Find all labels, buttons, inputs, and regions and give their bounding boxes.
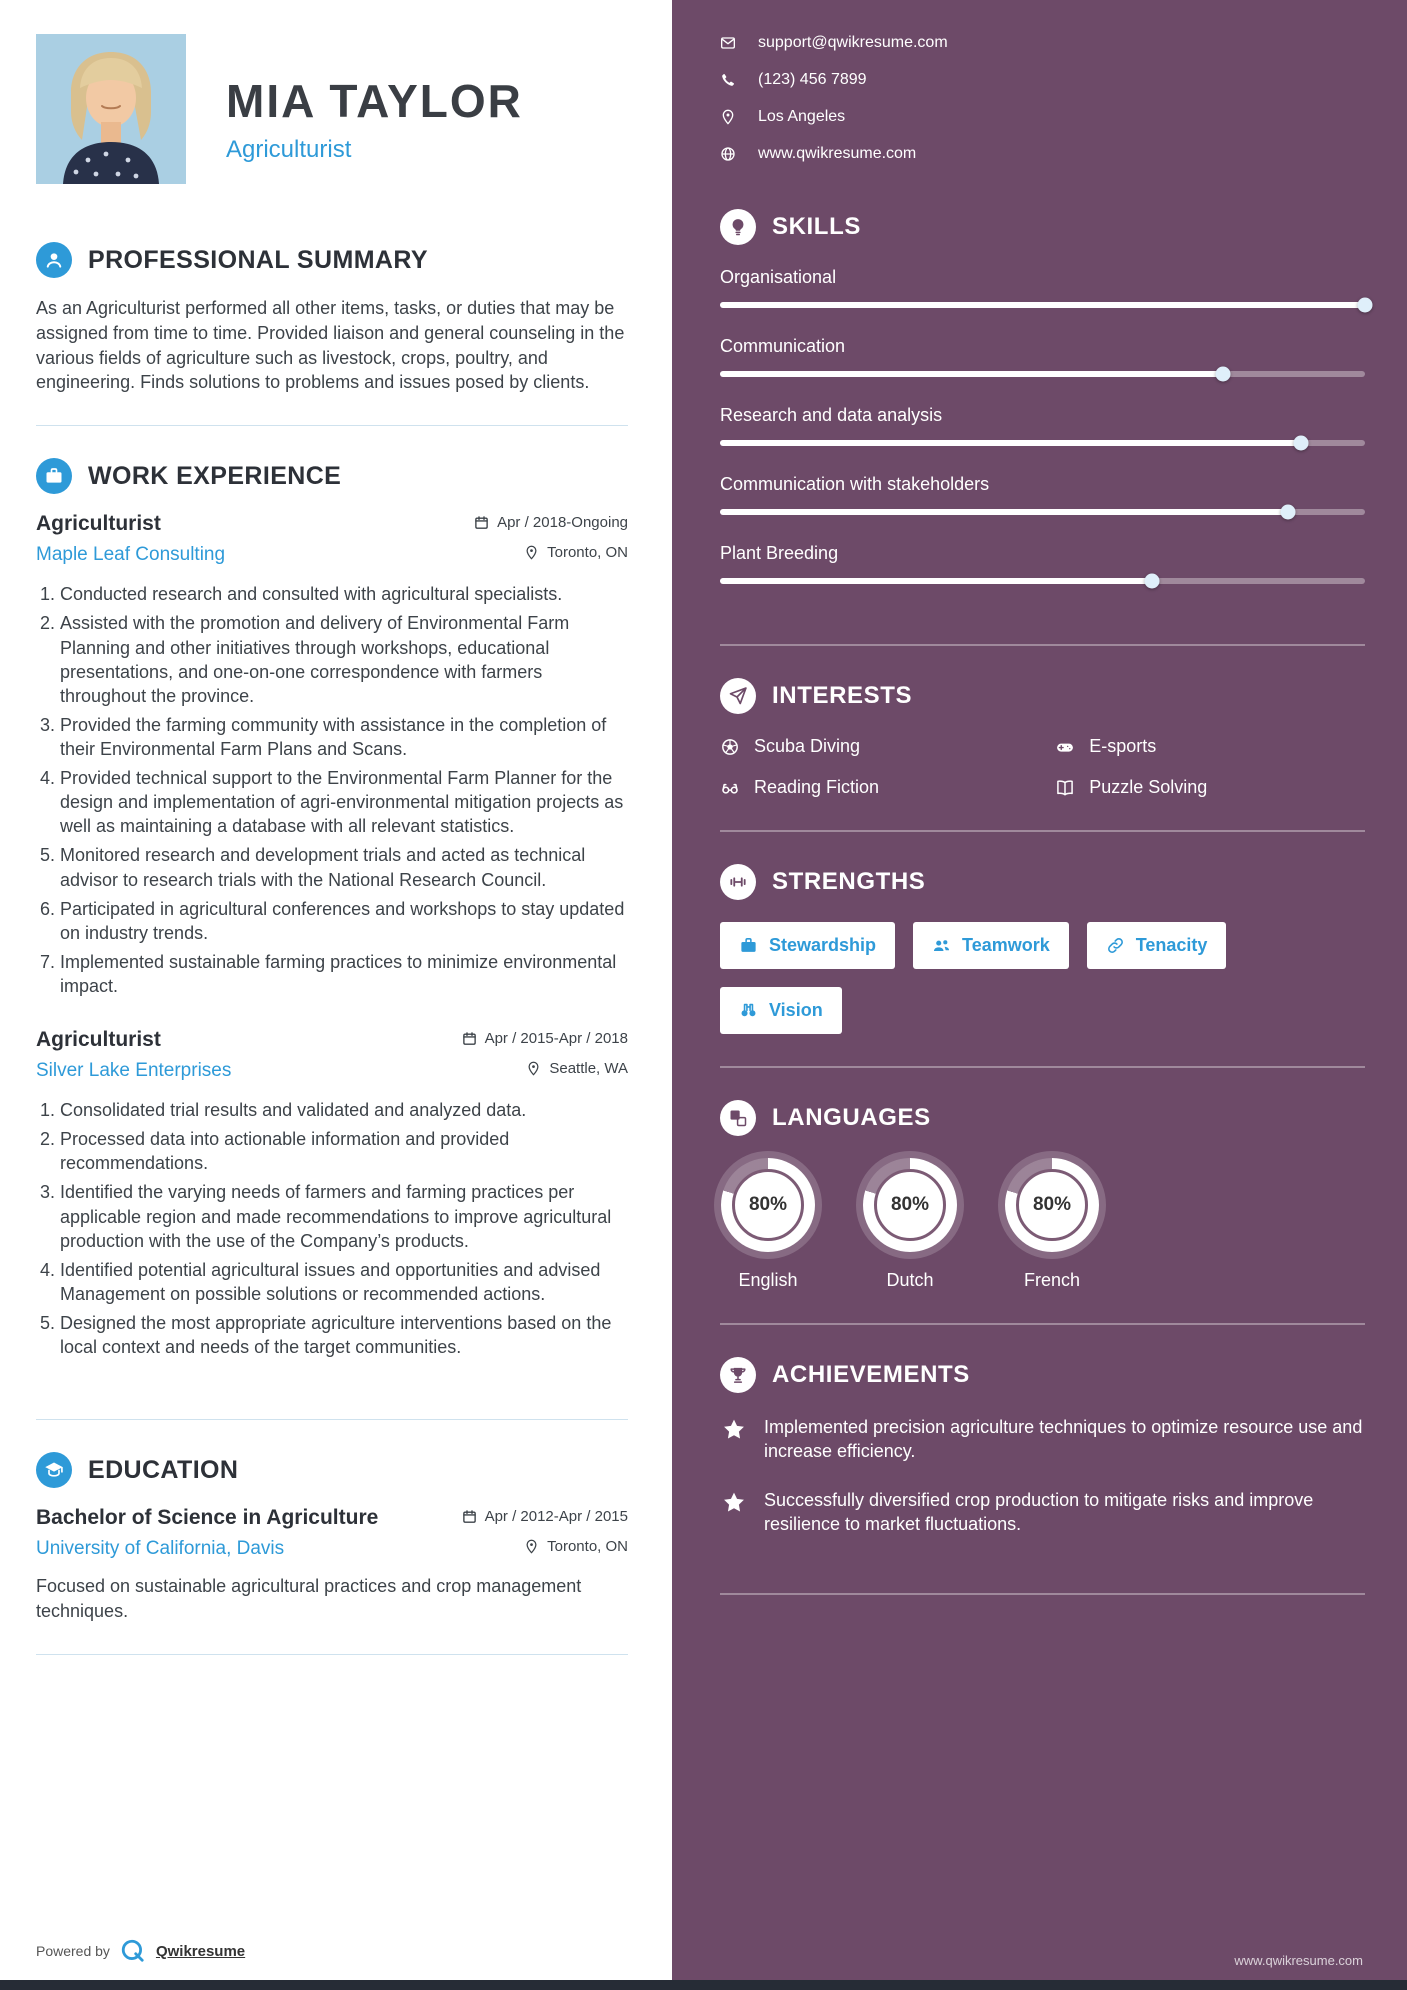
skill-knob[interactable] <box>1293 436 1308 451</box>
job-list <box>36 512 628 1359</box>
skill-bar[interactable] <box>720 440 1365 446</box>
sidebar <box>672 0 1407 1990</box>
divider <box>720 1323 1365 1325</box>
work-heading: WORK EXPERIENCE <box>88 461 342 490</box>
interest-item <box>720 777 1045 798</box>
skills-list <box>720 267 1365 584</box>
interests-heading: INTERESTS <box>772 682 913 709</box>
strengths-section <box>720 864 1365 1034</box>
language-name: English <box>738 1270 798 1290</box>
summary-text: As an Agriculturist performed all other items, tasks, or duties that may be assigned from time to time. Provided liaison and general counseling in the various fields of agriculture such as livestock, crops, poultry, and engineering. Finds solutions to problems and issues posed by clients. <box>36 298 625 393</box>
achievements-heading: ACHIEVEMENTS <box>772 1361 970 1388</box>
job-bullet: 1. Conducted research and consulted with agricultural specialists. <box>60 582 628 606</box>
job-company: Silver Lake Enterprises <box>36 1060 232 1082</box>
interests-list <box>720 736 1365 798</box>
summary-heading: PROFESSIONAL SUMMARY <box>88 245 428 274</box>
strength-chip <box>913 922 1069 969</box>
skill-item <box>720 267 1365 308</box>
job-bullet: 4. Provided technical support to the Environmental Farm Planner for the design and implementation of agri-environmental mitigation projects as well as maintaining a database with all relevant statistics. <box>60 766 628 838</box>
portrait-illustration <box>36 34 186 184</box>
book-icon <box>1055 778 1075 798</box>
pin-icon <box>526 1061 541 1076</box>
job-dates <box>474 514 628 531</box>
glasses-icon <box>720 778 740 798</box>
job-title: Agriculturist <box>36 1028 161 1052</box>
contact-item[interactable] <box>720 108 1365 126</box>
ball-icon <box>720 737 740 757</box>
contact-item[interactable] <box>720 34 1365 52</box>
contact-text: Los Angeles <box>758 108 846 125</box>
language-percent: 80% <box>1016 1169 1088 1241</box>
strength-label: Teamwork <box>962 935 1050 955</box>
skills-heading-row <box>720 209 1365 245</box>
achievements-section <box>720 1357 1365 1561</box>
skill-item <box>720 474 1365 515</box>
skill-bar[interactable] <box>720 371 1365 377</box>
qwikresume-link[interactable]: Qwikresume <box>155 1942 246 1960</box>
skill-label: Plant Breeding <box>720 543 839 563</box>
strength-label: Stewardship <box>769 935 877 955</box>
skill-item <box>720 543 1365 584</box>
pin-icon <box>524 545 539 560</box>
skill-bar-fill <box>720 440 1301 446</box>
link-icon <box>1106 936 1125 955</box>
svg-text:A: A <box>732 1111 738 1120</box>
job-company: Maple Leaf Consulting <box>36 544 226 566</box>
star-icon <box>720 1417 748 1445</box>
briefcase-icon <box>739 936 758 955</box>
skill-bar-fill <box>720 371 1223 377</box>
divider <box>720 1593 1365 1595</box>
education-location-text: Toronto, ON <box>547 1538 628 1556</box>
education-section <box>36 1428 628 1624</box>
briefcase-icon <box>36 458 72 494</box>
interest-label: Reading Fiction <box>754 777 880 797</box>
skills-section <box>720 209 1365 612</box>
skill-knob[interactable] <box>1145 574 1160 589</box>
achievement-text: Implemented precision agriculture techniques to optimize resource use and increase efficiency. <box>764 1417 1363 1462</box>
contact-text: www.qwikresume.com <box>758 145 917 162</box>
page-edge <box>0 1980 1407 1990</box>
skill-item <box>720 405 1365 446</box>
divider <box>36 1419 628 1420</box>
job-dates <box>462 1030 628 1047</box>
language-item <box>720 1158 816 1291</box>
divider <box>720 1066 1365 1068</box>
achievement-text: Successfully diversified crop production to mitigate risks and improve resilience to market fluctuations. <box>764 1489 1314 1535</box>
interest-item <box>1055 777 1365 798</box>
strengths-list <box>720 922 1365 1034</box>
skill-label: Research and data analysis <box>720 405 943 425</box>
website-watermark[interactable]: www.qwikresume.com <box>1234 1953 1363 1968</box>
divider <box>720 644 1365 646</box>
language-percent: 80% <box>732 1169 804 1241</box>
language-item <box>1004 1158 1100 1291</box>
education-heading: EDUCATION <box>88 1455 239 1484</box>
powered-by-label: Powered by <box>36 1943 110 1959</box>
education-description: Focused on sustainable agricultural practices and crop management techniques. <box>36 1576 582 1621</box>
skill-bar[interactable] <box>720 509 1365 515</box>
education-entry <box>36 1506 628 1624</box>
language-gauge <box>1005 1158 1099 1252</box>
job-title: Agriculturist <box>36 512 161 536</box>
summary-heading-row <box>36 242 628 278</box>
profile-photo <box>36 34 186 184</box>
strength-icon <box>720 864 756 900</box>
contact-item[interactable] <box>720 145 1365 163</box>
identity <box>226 34 523 184</box>
translate-icon <box>720 1100 756 1136</box>
user-icon <box>36 242 72 278</box>
job-location <box>526 1060 628 1077</box>
skill-knob[interactable] <box>1280 505 1295 520</box>
job-bullet: 2. Processed data into actionable information and provided recommendations. <box>60 1127 628 1175</box>
skill-label: Communication <box>720 336 846 356</box>
interest-label: Scuba Diving <box>754 736 861 756</box>
skill-bar[interactable] <box>720 578 1365 584</box>
gamepad-icon <box>1055 737 1075 757</box>
person-title: Agriculturist <box>226 136 352 163</box>
interests-heading-row <box>720 678 1365 714</box>
job-entry <box>36 512 628 998</box>
skill-item <box>720 336 1365 377</box>
skill-bar-fill <box>720 302 1365 308</box>
strengths-heading: STRENGTHS <box>772 868 926 895</box>
job-bullet: 3. Identified the varying needs of farmers and farming practices per applicable region and made recommendations to improve agricultural production with the use of the Company’s products. <box>60 1180 628 1252</box>
work-section <box>36 434 628 1389</box>
interest-item <box>720 736 1045 757</box>
language-name: Dutch <box>886 1270 934 1290</box>
contact-item[interactable] <box>720 71 1365 89</box>
footer-brand <box>36 1888 628 1964</box>
achievement-item <box>720 1488 1365 1537</box>
job-bullets <box>36 1098 628 1359</box>
job-entry <box>36 1028 628 1359</box>
contact-block <box>720 34 1365 163</box>
strength-label: Vision <box>769 1000 823 1020</box>
language-gauge <box>721 1158 815 1252</box>
language-percent: 80% <box>874 1169 946 1241</box>
calendar-icon <box>474 515 489 530</box>
strength-chip <box>720 987 842 1034</box>
pin-icon <box>524 1539 539 1554</box>
achievements-list <box>720 1415 1365 1537</box>
paper-plane-icon <box>720 678 756 714</box>
languages-section <box>720 1100 1365 1291</box>
divider <box>720 830 1365 832</box>
languages-heading: LANGUAGES <box>772 1104 931 1131</box>
contact-text: support@qwikresume.com <box>758 34 948 51</box>
qwikresume-logo <box>120 1938 146 1964</box>
job-bullet: 7. Implemented sustainable farming practices to minimize environmental impact. <box>60 950 628 998</box>
skills-heading: SKILLS <box>772 213 861 240</box>
job-location <box>524 544 628 561</box>
summary-section <box>36 218 628 395</box>
star-icon <box>720 1490 748 1518</box>
job-bullets <box>36 582 628 998</box>
binoculars-icon <box>739 1001 758 1020</box>
contact-text: (123) 456 7899 <box>758 71 867 88</box>
school-name: University of California, Davis <box>36 1538 285 1560</box>
education-dates-text: Apr / 2012-Apr / 2015 <box>484 1508 628 1526</box>
header <box>36 34 628 184</box>
person-name: MIA TAYLOR <box>226 75 523 127</box>
trophy-icon <box>720 1357 756 1393</box>
job-location-text: Seattle, WA <box>549 1060 628 1078</box>
skill-knob[interactable] <box>1216 367 1231 382</box>
job-bullet: 4. Identified potential agricultural issues and opportunities and advised Management on possible solutions or recommended actions. <box>60 1258 628 1306</box>
job-bullet: 5. Designed the most appropriate agriculture interventions based on the local context and needs of the target communities. <box>60 1311 628 1359</box>
work-heading-row <box>36 458 628 494</box>
language-item <box>862 1158 958 1291</box>
language-name: French <box>1023 1270 1081 1290</box>
skill-label: Communication with stakeholders <box>720 474 990 494</box>
pin-icon <box>720 109 736 125</box>
language-gauge <box>863 1158 957 1252</box>
interest-item <box>1055 736 1365 757</box>
education-heading-row <box>36 1452 628 1488</box>
achievement-item <box>720 1415 1365 1464</box>
languages-list <box>720 1158 1365 1291</box>
skill-label: Organisational <box>720 267 837 287</box>
job-dates-text: Apr / 2015-Apr / 2018 <box>484 1030 628 1048</box>
skill-bar-fill <box>720 509 1288 515</box>
job-bullet: 3. Provided the farming community with assistance in the completion of their Environmental Farm Plans and Scans. <box>60 713 628 761</box>
interests-section <box>720 678 1365 798</box>
job-bullet: 5. Monitored research and development trials and acted as technical advisor to research trials with the National Research Council. <box>60 843 628 891</box>
job-dates-text: Apr / 2018-Ongoing <box>497 514 628 532</box>
interest-label: Puzzle Solving <box>1089 777 1208 797</box>
achievements-heading-row <box>720 1357 1365 1393</box>
job-bullet: 6. Participated in agricultural conferences and workshops to stay updated on industry trends. <box>60 897 628 945</box>
divider <box>36 425 628 426</box>
education-dates <box>462 1508 628 1525</box>
globe-icon <box>720 146 736 162</box>
degree-title: Bachelor of Science in Agriculture <box>36 1506 379 1530</box>
job-bullet: 2. Assisted with the promotion and delivery of Environmental Farm Planning and other initiatives through workshops, educational presentations, and one-on-one correspondence with farmers throughout the province. <box>60 611 628 707</box>
users-icon <box>932 936 951 955</box>
interest-label: E-sports <box>1089 736 1157 756</box>
lightbulb-icon <box>720 209 756 245</box>
strength-label: Tenacity <box>1135 935 1208 955</box>
main-column <box>0 0 672 1990</box>
skill-knob[interactable] <box>1358 298 1373 313</box>
education-location <box>524 1538 628 1555</box>
job-bullet: 1. Consolidated trial results and validated and analyzed data. <box>60 1098 628 1122</box>
phone-icon <box>720 72 736 88</box>
strengths-heading-row <box>720 864 1365 900</box>
graduation-cap-icon <box>36 1452 72 1488</box>
calendar-icon <box>462 1509 477 1524</box>
strength-chip <box>720 922 895 969</box>
envelope-icon <box>720 35 736 51</box>
strength-chip <box>1087 922 1227 969</box>
skill-bar[interactable] <box>720 302 1365 308</box>
divider <box>36 1654 628 1655</box>
calendar-icon <box>462 1031 477 1046</box>
job-location-text: Toronto, ON <box>547 544 628 562</box>
languages-heading-row <box>720 1100 1365 1136</box>
skill-bar-fill <box>720 578 1152 584</box>
